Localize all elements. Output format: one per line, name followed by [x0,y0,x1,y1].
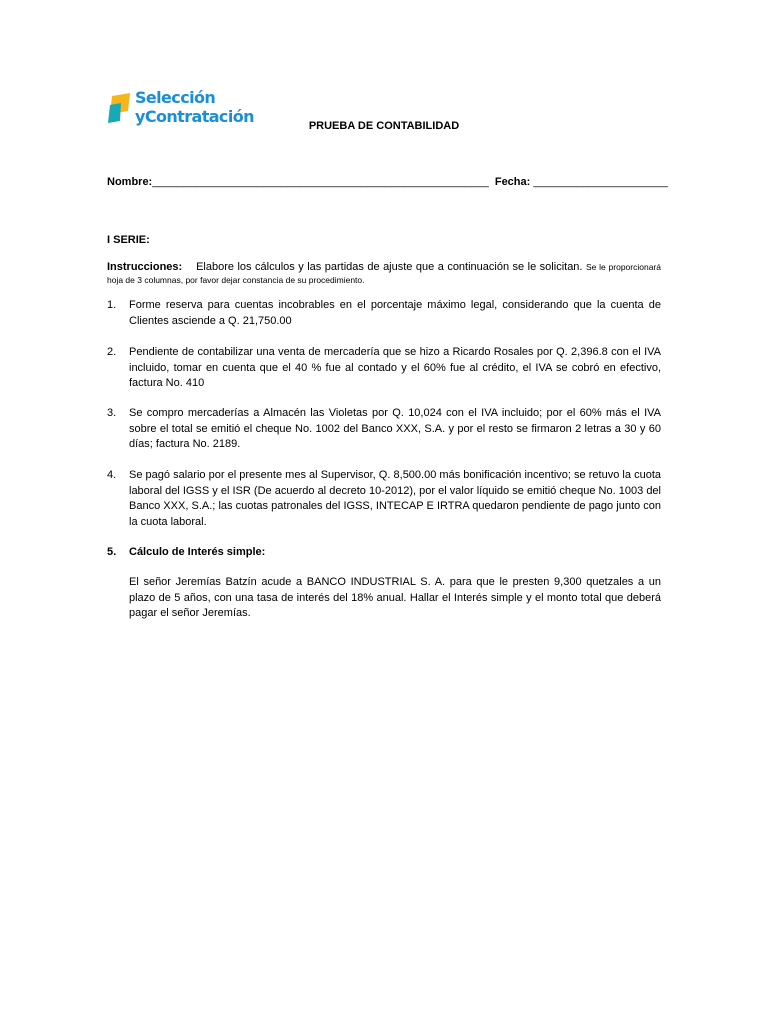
item-heading: Cálculo de Interés simple: [129,546,266,558]
name-date-row [107,176,667,188]
item-text: Forme reserva para cuentas incobrables en el porcentaje máximo legal, considerando que la cuenta de Clientes asciende a Q. 21,750.00 [129,299,661,327]
logo-line-2: yContratación [135,107,254,126]
list-item [107,545,661,561]
page-title: PRUEBA DE CONTABILIDAD [308,120,460,132]
item-number: 1. [107,299,117,311]
instructions [107,261,661,287]
item-number: 5. [107,546,117,558]
item-number: 2. [107,346,117,358]
list-item [107,298,661,329]
list-item [107,345,661,392]
fecha-field[interactable]: ______________________ [533,176,668,188]
item-text: Se compro mercaderías a Almacén las Violetas por Q. 10,024 con el IVA incluido; por el 60% más el IVA sobre el total se emitió el cheque No. 1002 del Banco XXX, S.A. y por el resto se firmaron 2 letras a 30 y 60 días; factura No. 2189. [129,407,661,450]
nombre-label: Nombre: [107,176,153,188]
item-number: 4. [107,469,117,481]
logo-mark-icon [108,93,132,123]
instructions-label: Instrucciones: [107,261,183,273]
fecha-label: Fecha: [494,176,531,188]
item-text: Pendiente de contabilizar una venta de mercadería que se hizo a Ricardo Rosales por Q. 2,396.8 con el IVA incluido, tomar en cuenta que el 40 % fue al contado y el 60% fue al crédito, el IVA se cobró en efectivo, factura No. 410 [129,346,661,389]
instructions-text: Elabore los cálculos y las partidas de ajuste que a continuación se le solicitan. [196,261,583,273]
item-number: 3. [107,407,117,419]
logo-line-1: Selección [135,88,216,107]
list-item [107,406,661,453]
problem-statement [107,575,661,622]
nombre-field[interactable]: _______________________________________________________ [152,176,489,188]
list-item [107,468,661,530]
instructions-note: Se le proporcionará hoja de 3 columnas, por favor dejar constancia de su procedimiento. [107,262,661,285]
problem-text: El señor Jeremías Batzín acude a BANCO INDUSTRIAL S. A. para que le presten 9,300 quetzales a un plazo de 5 años, con una tasa de interés del 18% anual. Hallar el Interés simple y el monto total que deberá pagar el señor Jeremías. [129,576,661,619]
section-heading: I SERIE: [107,234,150,246]
item-text: Se pagó salario por el presente mes al Supervisor, Q. 8,500.00 más bonificación incentivo; se retuvo la cuota laboral del IGSS y el ISR (De acuerdo al decreto 10-2012), por el valor líquido se emitió cheque No. 1003 del Banco XXX, S.A.; las cuotas patronales del IGSS, INTECAP E IRTRA quedaron pendiente de pago junto con la cuota laboral. [129,469,661,528]
